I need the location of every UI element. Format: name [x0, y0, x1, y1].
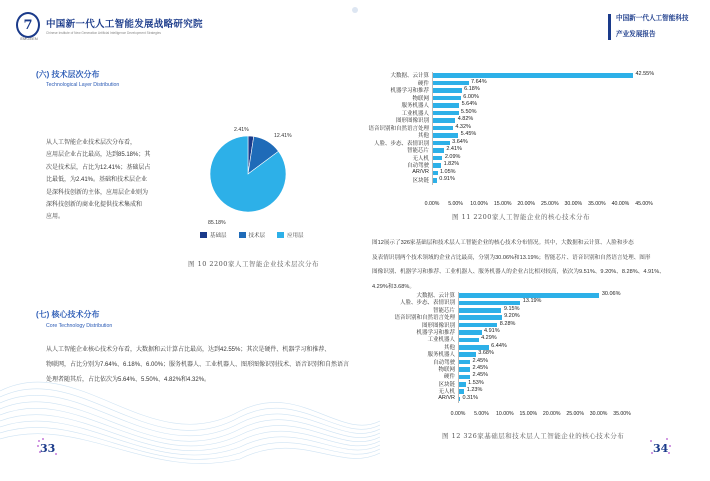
category-label: 无人机	[438, 389, 455, 396]
report-title-block	[616, 12, 696, 38]
bar	[459, 360, 470, 365]
section7-title: (七) 核心技术分布	[36, 310, 100, 319]
bar-value-label: 2.09%	[444, 153, 461, 160]
category-label: AR/VR	[438, 394, 455, 401]
paragraph-line: 深科技创新的商业化提供技术集成和	[46, 202, 143, 209]
x-tick-label: 35.00%	[588, 200, 606, 207]
bar-value-label: 1.23%	[466, 387, 483, 394]
header-branding	[16, 10, 203, 40]
category-label: 其他	[443, 344, 455, 351]
figure10-caption: 图 10 2200家人工智能企业技术层次分布	[188, 260, 319, 268]
pie-data-label: 2.41%	[234, 127, 249, 133]
page-number-left: 33	[40, 442, 56, 455]
figure12-caption: 图 12 326家基础层和技术层人工智能企业的核心技术分布	[442, 432, 625, 440]
category-label: 机器学习和推荐	[416, 330, 455, 336]
bar-value-label: 13.19%	[522, 298, 542, 305]
figure11-caption: 图 11 2200家人工智能企业的核心技术分布	[452, 213, 590, 221]
category-label: 语音识别和自然语言处理	[368, 125, 429, 132]
bar-value-label: 6.00%	[463, 93, 479, 100]
category-label: 物联网	[438, 367, 455, 373]
paragraph-line: 应用。	[46, 214, 65, 221]
x-tick-label: 25.00%	[566, 411, 584, 417]
bar	[433, 133, 459, 138]
bar	[459, 315, 502, 320]
x-tick-label: 0.00%	[424, 200, 440, 207]
bar	[433, 148, 444, 153]
bar-value-label: 9.20%	[504, 313, 520, 320]
category-label: 区块链	[438, 381, 455, 388]
x-tick-label: 20.00%	[542, 411, 561, 417]
bar	[459, 338, 479, 343]
category-label: 服务机器人	[401, 103, 429, 109]
bar	[459, 308, 502, 313]
institute-logo	[16, 12, 40, 38]
logo-subtext: EMGEEN	[20, 36, 38, 41]
section6-paragraph	[46, 137, 206, 224]
category-label: 工业机器人	[401, 110, 429, 117]
bar	[433, 118, 456, 123]
bar-value-label: 2.45%	[472, 365, 489, 371]
bar-value-label: 2.41%	[446, 146, 462, 152]
bar	[433, 111, 459, 116]
x-tick-label: 0.00%	[450, 411, 466, 417]
pie-legend	[200, 231, 304, 239]
bar-value-label: 9.15%	[503, 305, 520, 312]
bar-value-label: 1.82%	[443, 161, 460, 167]
report-title-line2: 产业发展报告	[616, 31, 656, 38]
institute-name-cn: 中国新一代人工智能发展战略研究院	[46, 18, 203, 30]
paragraph-line: 处理者随其后，占比依次为5.64%、5.50%、4.82%和4.32%。	[46, 377, 211, 383]
category-label: 机器学习和推荐	[390, 88, 429, 94]
x-tick-label: 10.00%	[496, 411, 514, 417]
bar-value-label: 30.06%	[601, 291, 621, 297]
bar-value-label: 6.44%	[491, 342, 507, 349]
x-tick-label: 10.00%	[470, 200, 488, 207]
section7-paragraph	[46, 343, 356, 388]
bar	[433, 163, 442, 168]
legend-item	[239, 231, 266, 239]
category-label: 自动驾驶	[406, 163, 429, 169]
paragraph-line: 图像识别、机器学习和推荐、工业机器人、服务机器人的企业占比相对较高，依次为9.51%、9.20%、8.28%、4.91%、	[372, 269, 665, 275]
x-tick-label: 15.00%	[519, 411, 538, 417]
legend-label: 基础层	[210, 233, 227, 239]
category-label: 工业机器人	[427, 337, 455, 344]
bar-value-label: 4.91%	[484, 328, 500, 334]
paragraph-line: 比最低，为2.41%。基础和技术层企业	[46, 177, 148, 184]
category-label: 硬件	[417, 80, 429, 87]
paragraph-line: 从人工智能企业核心技术分布看，大数据和云计算占比最高，达到42.55%；其次是硬件、机器学习和推荐、	[46, 347, 331, 353]
bar-value-label: 3.68%	[478, 350, 494, 357]
category-label: AR/VR	[412, 168, 429, 175]
x-tick-label: 30.00%	[564, 200, 583, 207]
paragraph-line: 物联网，占比分别为7.64%、6.18%、6.00%；服务机器人、工业机器人、图形图像识别技术、语音识别和自然语言	[46, 362, 350, 368]
bar	[459, 367, 470, 372]
bar	[459, 301, 521, 306]
bar-value-label: 5.64%	[461, 101, 478, 107]
pie-data-label: 85.18%	[208, 220, 226, 226]
legend-item	[200, 231, 227, 239]
category-label: 智能芯片	[432, 307, 455, 314]
section6-title-en: Technological Layer Distribution	[46, 82, 120, 88]
category-label: 无人机	[412, 155, 429, 162]
bar	[459, 375, 470, 380]
bar-value-label: 0.31%	[462, 394, 479, 401]
paragraph-line: 应用层企业占比最高，达到85.18%；其	[46, 152, 151, 159]
bar	[433, 73, 633, 78]
category-label: 区块链	[412, 178, 429, 184]
bar	[433, 81, 469, 86]
institute-name-en: Chinese Institute of New Generation Artificial Intelligence Development Strategies	[46, 30, 161, 35]
bar	[433, 88, 462, 93]
paragraph-line: 从人工智能企业技术层次分布看，	[46, 140, 137, 146]
section6-title: (六) 技术层次分布	[36, 70, 100, 79]
bar	[459, 382, 466, 387]
bar	[459, 330, 482, 335]
pie-data-label: 12.41%	[274, 133, 292, 139]
bar-value-label: 4.29%	[481, 335, 497, 342]
right-paragraph	[372, 236, 704, 294]
paragraph-line: 及表情识别两个技术领域的企业占比最高，分别为30.06%和13.19%；智能芯片、语音识别和自然语言处理、图形	[372, 254, 651, 261]
bar	[433, 156, 443, 161]
x-tick-label: 20.00%	[517, 200, 536, 207]
category-label: 大数据、云计算	[416, 293, 455, 299]
category-label: 其他	[417, 133, 429, 139]
bar	[459, 352, 476, 357]
logo-mark: 7	[23, 17, 33, 33]
category-label: 人脸、步态、表情识别	[373, 140, 429, 147]
category-label: 大数据、云计算	[390, 73, 429, 79]
paragraph-line: 图12展示了326家基础层和技术层人工智能企业的核心技术分布情况。其中，大数据和云计算、人脸和步态	[372, 240, 634, 246]
bar-value-label: 6.18%	[464, 86, 480, 92]
legend-label: 技术层	[248, 233, 266, 239]
x-tick-label: 45.00%	[635, 200, 653, 207]
bar-value-label: 2.45%	[472, 357, 489, 364]
bar-value-label: 4.82%	[457, 116, 474, 122]
category-label: 硬件	[443, 374, 455, 381]
category-label: 图形图像识别	[395, 118, 429, 124]
bar-value-label: 0.91%	[439, 176, 455, 182]
page-center-mark	[352, 7, 358, 13]
category-label: 服务机器人	[427, 352, 455, 359]
bar	[433, 141, 450, 146]
bar	[433, 96, 461, 101]
bar-value-label: 4.32%	[455, 123, 471, 130]
legend-label: 应用层	[287, 233, 304, 239]
x-tick-label: 35.00%	[613, 411, 631, 417]
legend-swatch	[200, 232, 207, 238]
x-tick-label: 40.00%	[611, 200, 630, 207]
bar	[459, 389, 465, 394]
page-number-right: 34	[653, 442, 669, 455]
bar	[433, 126, 453, 131]
legend-swatch	[277, 232, 284, 238]
legend-item	[277, 231, 304, 239]
technology-layer-pie-chart	[196, 118, 306, 230]
bar-value-label: 8.28%	[499, 320, 516, 327]
paragraph-line: 次是技术层，占比为12.41%；基础层占	[46, 164, 151, 171]
bar-value-label: 5.50%	[460, 108, 477, 115]
category-label: 人脸、步态、表情识别	[399, 300, 455, 307]
category-label: 物联网	[412, 95, 429, 102]
paragraph-line: 4.29%和3.68%。	[372, 283, 415, 290]
chart11-core-technology-2200	[368, 71, 656, 207]
x-tick-label: 30.00%	[589, 411, 608, 417]
bar-value-label: 1.05%	[439, 168, 456, 175]
bar	[459, 293, 600, 298]
section7-title-en: Core Technology Distribution	[46, 323, 113, 329]
legend-swatch	[239, 232, 246, 238]
chart12-core-technology-326	[394, 291, 631, 417]
bar-value-label: 7.64%	[470, 78, 487, 85]
x-tick-label: 15.00%	[493, 200, 512, 207]
bar-value-label: 1.53%	[468, 379, 484, 386]
bar	[459, 345, 489, 350]
bar-value-label: 42.55%	[635, 71, 655, 77]
bar	[433, 178, 437, 183]
paragraph-line: 是深科技创新的主体，应用层企业则为	[46, 189, 149, 196]
report-title-accent-bar	[608, 14, 611, 40]
category-label: 智能芯片	[406, 148, 429, 154]
x-tick-label: 25.00%	[540, 200, 559, 207]
bar	[459, 397, 460, 402]
bar	[433, 171, 438, 176]
bar-value-label: 5.45%	[460, 131, 477, 137]
x-tick-label: 5.00%	[474, 411, 489, 417]
category-label: 语音识别和自然语言处理	[394, 315, 455, 322]
report-title-line1: 中国新一代人工智能科技	[616, 15, 689, 22]
bar	[459, 323, 498, 328]
x-tick-label: 5.00%	[448, 200, 463, 207]
bar	[433, 103, 460, 108]
category-label: 图形图像识别	[421, 322, 455, 329]
bar-value-label: 2.45%	[472, 372, 489, 379]
category-label: 自动驾驶	[432, 359, 455, 366]
bar-value-label: 3.64%	[452, 138, 468, 145]
